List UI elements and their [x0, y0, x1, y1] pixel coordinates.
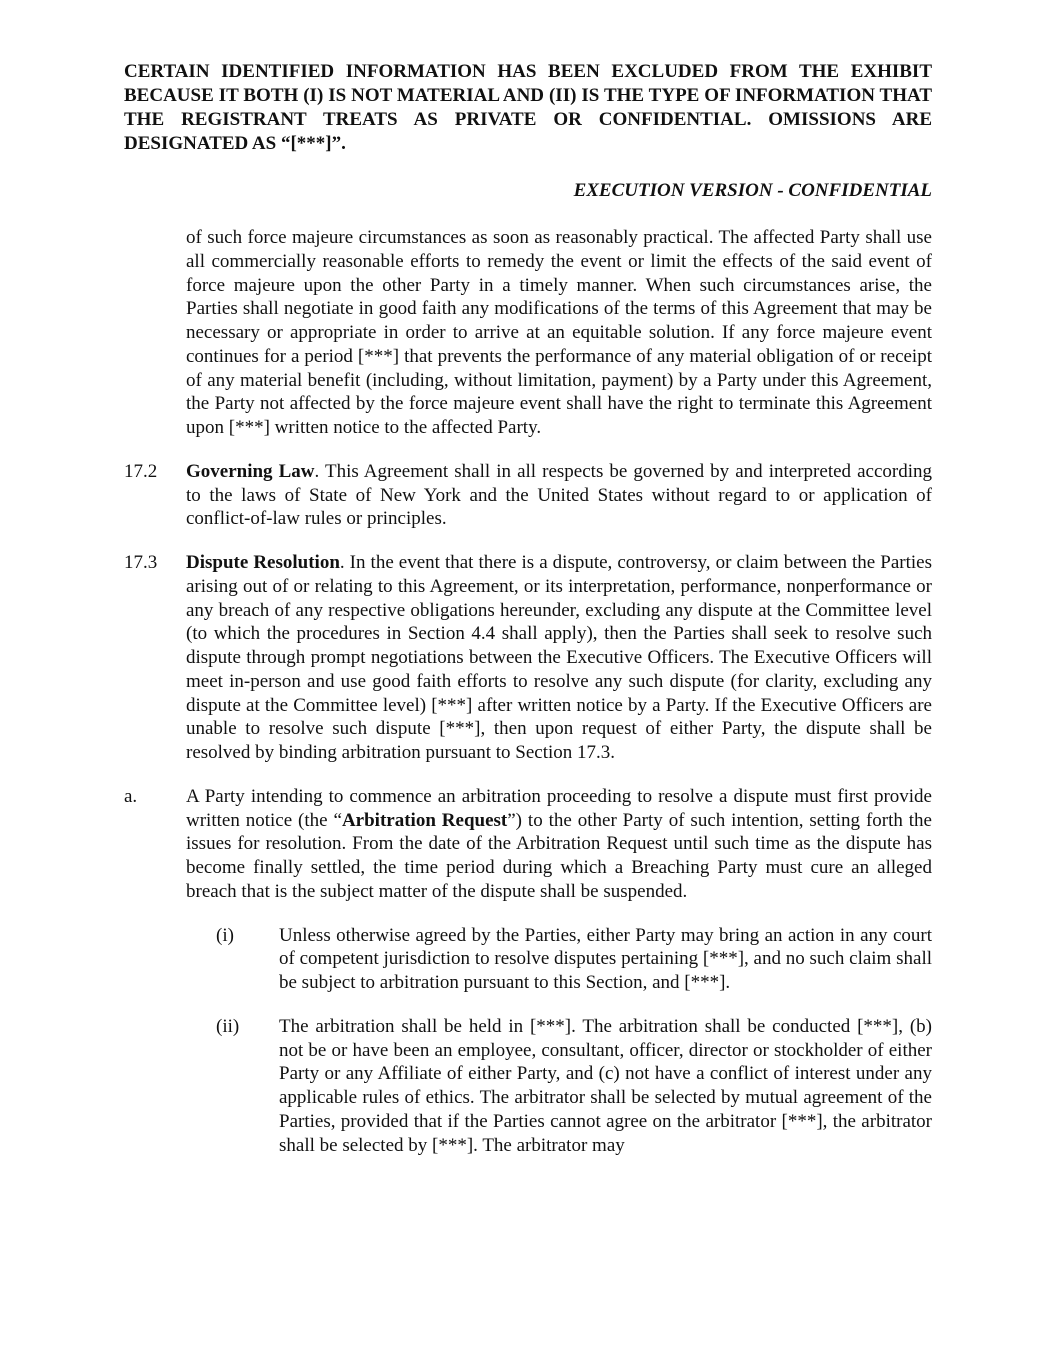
clause-a	[124, 785, 932, 904]
clause-number: a.	[124, 785, 138, 807]
section-number: 17.2	[124, 460, 158, 482]
subclause-i	[216, 924, 932, 995]
section-heading: Dispute Resolution	[186, 552, 340, 573]
section-text: . In the event that there is a dispute, controversy, or claim between the Parties arising out of or relating to this Agreement, or its interpretation, performance, nonperformance or any breach of any respective obligations hereunder, excluding any dispute at the Committee level (to which the procedures in Section 4.4 shall apply), then the Parties shall seek to resolve such dispute through prompt negotiations between the Executive Officers. The Executive Officers will meet in-person and use good faith efforts to resolve any such dispute (for clarity, excluding any dispute at the Committee level) [***] after written notice by a Party. If the Executive Officers are unable to resolve such dispute [***], then upon request of either Party, the dispute shall be resolved by binding arbitration pursuant to Section 17.3.	[186, 552, 932, 763]
subclause-number: (i)	[216, 924, 234, 946]
execution-version-header: EXECUTION VERSION - CONFIDENTIAL	[573, 180, 932, 201]
subclause-text: The arbitration shall be held in [***]. The arbitration shall be conducted [***], (b) not be or have been an employee, consultant, officer, director or stockholder of either Party or any Affiliate of either Party, and (c) not have a conflict of interest under any applicable rules of ethics. The arbitrator shall be selected by mutual agreement of the Parties, provided that if the Parties cannot agree on the arbitrator [***], the arbitrator shall be selected by [***]. The arbitrator may	[279, 1015, 932, 1156]
section-heading: Governing Law	[186, 460, 315, 482]
defined-term: Arbitration Request	[341, 809, 508, 831]
section-17-3	[124, 551, 932, 765]
section-number: 17.3	[124, 552, 158, 573]
clause-body	[186, 785, 932, 904]
document-page	[124, 60, 932, 1177]
subclause-number: (ii)	[216, 1015, 240, 1037]
subclause-ii	[216, 1015, 932, 1158]
subclause-text: Unless otherwise agreed by the Parties, either Party may bring an action in any court of competent jurisdiction to resolve disputes pertaining [***], and no such claim shall be subject to arbitration pursuant to this Section, and [***].	[279, 924, 932, 993]
clause-text-before: A Party intending to commence an arbitration proceeding to resolve a dispute must first provide written notice (the “	[186, 785, 932, 831]
clause-text-after: ”) to the other Party of such intention, setting forth the issues for resolution. From the date of the Arbitration Request until such time as the dispute has become finally settled, the time period during which a Breaching Party must cure an alleged breach that is the subject matter of the dispute shall be suspended.	[186, 809, 932, 902]
section-17-2	[124, 460, 932, 531]
section-body	[186, 460, 932, 531]
force-majeure-continuation: of such force majeure circumstances as soon as reasonably practical. The affected Party shall use all commercially reasonable efforts to remedy the event or limit the effects of the said event of force majeure upon the other Party in a timely manner. When such circumstances arise, the Parties shall negotiate in good faith any modifications of the terms of this Agreement that may be necessary or appropriate in order to arrive at an equitable solution. If any force majeure event continues for a period [***] that prevents the performance of any material obligation of or receipt of any material benefit (including, without limitation, payment) by a Party under this Agreement, the Party not affected by the force majeure event shall have the right to terminate this Agreement upon [***] written notice to the affected Party.	[186, 227, 932, 438]
redaction-notice: CERTAIN IDENTIFIED INFORMATION HAS BEEN EXCLUDED FROM THE EXHIBIT BECAUSE IT BOTH (I) IS NOT MATERIAL AND (II) IS THE TYPE OF INFORMATION THAT THE REGISTRANT TREATS AS PRIVATE OR CONFIDENTIAL. OMISSIONS ARE DESIGNATED AS “[***]”.	[124, 61, 932, 154]
section-text: . This Agreement shall in all respects be governed by and interpreted according to the laws of State of New York and the United States without regard to or application of conflict-of-law rules or principles.	[186, 460, 932, 530]
section-body	[186, 551, 932, 765]
